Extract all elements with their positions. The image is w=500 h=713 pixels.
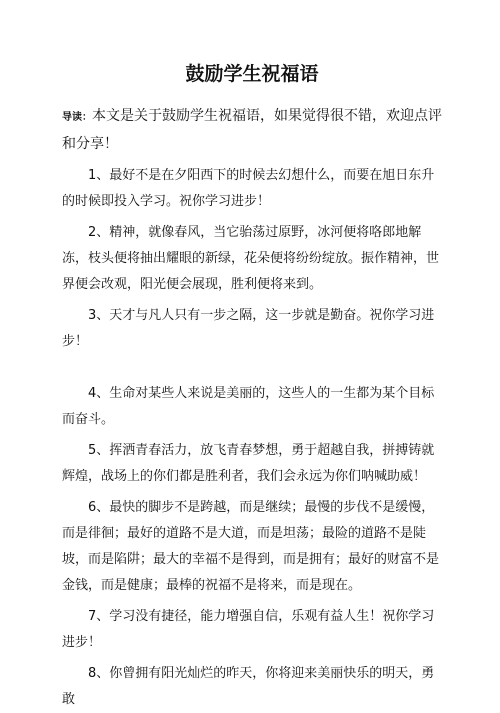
lead-paragraph — [62, 103, 442, 157]
paragraph-6: 6、最快的脚步不是跨越，而是继续；最慢的步伐不是缓慢，而是徘徊；最好的道路不是大道，而是坦荡；最险的道路不是陡坡，而是陷阱；最大的幸福不是得到，而是拥有；最好的财富不是金钱，而是健康；最棒的祝福不是将来，而是现在。 — [62, 500, 440, 593]
paragraph-7: 7、学习没有捷径，能力增强自信，乐观有益人生！祝你学习进步！ — [62, 609, 435, 650]
paragraph-8: 8、你曾拥有阳光灿烂的昨天，你将迎来美丽快乐的明天，勇敢 — [62, 666, 435, 707]
lead-label: 导读： — [62, 112, 92, 123]
paragraph-3: 3、天才与凡人只有一步之隔，这一步就是勤奋。祝你学习进步！ — [62, 308, 435, 349]
paragraph-2: 2、精神，就像春风，当它骀荡过原野，冰河便将咯郎地解冻，枝头便将抽出耀眼的新绿，花朵便将纷纷绽放。振作精神，世界便会改观，阳光便会展现，胜利便将来到。 — [62, 225, 440, 292]
paragraph-5: 5、挥洒青春活力，放飞青春梦想，勇于超越自我，拼搏铸就辉煌，战场上的你们都是胜利者，我们会永远为你们呐喊助威！ — [62, 443, 435, 484]
paragraph-1: 1、最好不是在夕阳西下的时候去幻想什么，而要在旭日东升的时候即投入学习。祝你学习进步！ — [62, 168, 435, 209]
document-title: 鼓励学生祝福语 — [185, 63, 319, 85]
paragraph-4: 4、生命对某些人来说是美丽的，这些人的一生都为某个目标而奋斗。 — [62, 386, 435, 427]
lead-text: 本文是关于鼓励学生祝福语，如果觉得很不错，欢迎点评和分享！ — [62, 108, 442, 152]
